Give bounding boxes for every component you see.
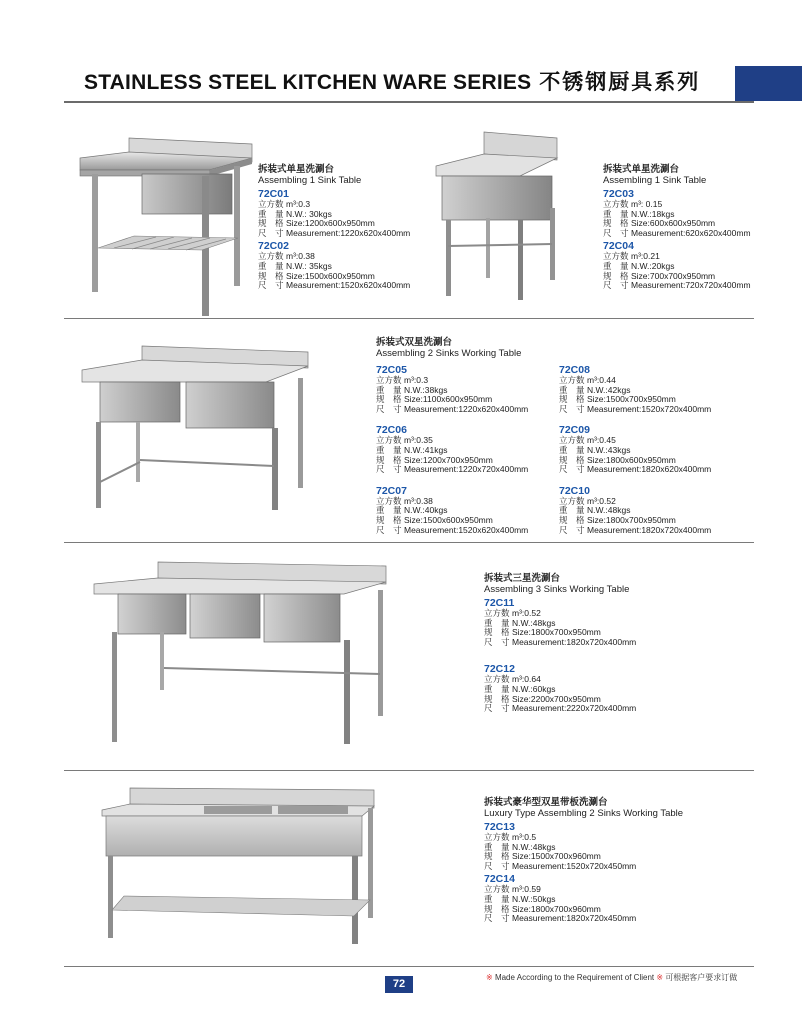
spec-line: 尺 寸 Measurement:1820x620x400mm (559, 464, 712, 475)
spec-line: 尺 寸 Measurement:1220x620x400mm (376, 403, 529, 414)
spec-label: 立方数 (376, 495, 402, 506)
spec-label: 尺 寸 (376, 464, 402, 475)
spec-line: 规 格 Size:1800x700x950mm (484, 627, 601, 638)
footer-note (486, 972, 737, 983)
spec-label: 规 格 (258, 218, 284, 229)
product-image-single-sink-table (74, 130, 254, 320)
model-code: 72C05 (376, 364, 407, 376)
section-title-cn: 拆装式三星洗涮台 (484, 573, 561, 584)
page-title (84, 66, 700, 96)
spec-line: 规 格 Size:700x700x950mm (603, 270, 716, 281)
product-image-triple-sink-table (90, 560, 390, 745)
spec-label: 尺 寸 (559, 524, 585, 535)
spec-label: 重 量 (559, 505, 585, 516)
spec-label: 尺 寸 (258, 227, 284, 238)
model-code: 72C04 (603, 240, 634, 253)
page-number: 72 (385, 976, 413, 993)
spec-line: 规 格 Size:1800x700x960mm (484, 903, 601, 914)
spec-line: 立方数 m³:0.64 (484, 674, 541, 685)
spec-label: 重 量 (603, 260, 629, 271)
spec-label: 立方数 (258, 199, 284, 209)
page-title-en: STAINLESS STEEL KITCHEN WARE SERIES (84, 71, 532, 94)
spec-line: 尺 寸 Measurement:1220x620x400mm (258, 227, 411, 238)
spec-label: 规 格 (484, 627, 510, 638)
spec-label: 重 量 (484, 893, 510, 904)
spec-label: 尺 寸 (376, 403, 402, 414)
note-star-icon: ※ (656, 973, 664, 982)
spec-label: 重 量 (376, 444, 402, 455)
model-code: 72C02 (258, 240, 289, 253)
spec-label: 立方数 (258, 251, 284, 262)
spec-line: 规 格 Size:600x600x950mm (603, 218, 716, 229)
spec-line: 立方数 m³:0.45 (559, 435, 616, 446)
spec-line: 重 量 N.W.: 30kgs (258, 208, 332, 219)
spec-label: 重 量 (376, 505, 402, 516)
spec-line: 立方数 m³: 0.15 (603, 199, 663, 209)
spec-label: 立方数 (559, 435, 585, 446)
spec-line: 尺 寸 Measurement:1520x720x450mm (484, 860, 637, 871)
spec-label: 立方数 (603, 199, 629, 209)
header-rule (64, 101, 754, 103)
section-title-en: Assembling 3 Sinks Working Table (484, 584, 630, 595)
spec-label: 重 量 (484, 617, 510, 628)
spec-label: 重 量 (258, 208, 284, 219)
spec-line: 立方数 m³:0.35 (376, 435, 433, 446)
header-accent-band (735, 66, 802, 101)
spec-line: 规 格 Size:1800x600x950mm (559, 454, 676, 465)
spec-line: 立方数 m³:0.5 (484, 832, 537, 842)
section-title-cn: 拆装式单星洗涮台 (258, 164, 335, 175)
spec-line: 立方数 m³:0.38 (376, 495, 433, 506)
model-code: 72C01 (258, 188, 289, 200)
spec-line: 规 格 Size:1800x700x950mm (559, 514, 676, 525)
spec-line: 重 量 N.W.:42kgs (559, 384, 631, 395)
spec-label: 立方数 (376, 375, 402, 385)
spec-label: 尺 寸 (603, 227, 629, 238)
spec-label: 重 量 (484, 841, 510, 852)
product-image-double-sink-table (78, 342, 310, 514)
spec-line: 重 量 N.W.: 35kgs (258, 260, 332, 271)
section-heading-2-sinks (376, 337, 521, 361)
spec-label: 规 格 (603, 218, 629, 229)
model-code: 72C08 (559, 364, 590, 376)
spec-label: 重 量 (559, 444, 585, 455)
spec-line: 规 格 Size:1200x600x950mm (258, 218, 375, 229)
spec-line: 重 量 N.W.:20kgs (603, 260, 675, 271)
model-code: 72C10 (559, 484, 590, 497)
section-title-cn: 拆装式单星洗涮台 (603, 164, 680, 175)
spec-label: 立方数 (484, 674, 510, 685)
spec-block-3-sinks (484, 573, 636, 714)
spec-block-2-sinks-right (559, 362, 711, 535)
spec-label: 规 格 (376, 514, 402, 525)
section-divider (64, 770, 754, 771)
model-code: 72C06 (376, 424, 407, 437)
spec-label: 规 格 (484, 903, 510, 914)
spec-line: 立方数 m³:0.44 (559, 375, 616, 385)
spec-line: 重 量 N.W.:50kgs (484, 893, 556, 904)
spec-line: 尺 寸 Measurement:1820x720x450mm (484, 913, 637, 924)
spec-block-luxury (484, 797, 683, 924)
spec-line: 重 量 N.W.:48kgs (484, 617, 556, 628)
spec-label: 立方数 (376, 435, 402, 446)
spec-line: 重 量 N.W.:48kgs (559, 505, 631, 516)
spec-label: 立方数 (559, 375, 585, 385)
spec-line: 尺 寸 Measurement:1820x720x400mm (559, 524, 712, 535)
spec-line: 规 格 Size:2200x700x950mm (484, 693, 601, 704)
spec-label: 规 格 (484, 851, 510, 862)
section-title-en: Assembling 1 Sink Table (603, 175, 707, 186)
spec-line: 立方数 m³:0.59 (484, 884, 541, 895)
spec-label: 重 量 (258, 260, 284, 271)
spec-label: 重 量 (559, 384, 585, 395)
spec-label: 规 格 (603, 270, 629, 281)
spec-block-1-sink-compact (603, 164, 751, 291)
spec-line: 规 格 Size:1200x700x950mm (376, 454, 493, 465)
spec-label: 立方数 (484, 832, 510, 842)
spec-line: 规 格 Size:1500x700x950mm (559, 394, 676, 405)
spec-label: 重 量 (484, 683, 510, 694)
spec-line: 立方数 m³:0.52 (559, 495, 616, 506)
spec-line: 重 量 N.W.:40kgs (376, 505, 448, 516)
spec-line: 尺 寸 Measurement:1820x720x400mm (484, 636, 637, 647)
spec-line: 尺 寸 Measurement:1220x720x400mm (376, 464, 529, 475)
spec-label: 重 量 (376, 384, 402, 395)
spec-line: 尺 寸 Measurement:1520x620x400mm (258, 280, 411, 291)
spec-line: 重 量 N.W.:48kgs (484, 841, 556, 852)
model-code: 72C03 (603, 188, 634, 200)
section-title-cn: 拆装式双星洗涮台 (376, 337, 453, 348)
spec-label: 尺 寸 (376, 524, 402, 535)
spec-line: 重 量 N.W.:60kgs (484, 683, 556, 694)
spec-label: 尺 寸 (484, 636, 510, 647)
section-title-en: Assembling 1 Sink Table (258, 175, 362, 186)
spec-label: 规 格 (559, 394, 585, 405)
spec-line: 尺 寸 Measurement:720x720x400mm (603, 280, 751, 291)
model-code: 72C07 (376, 484, 407, 497)
spec-label: 规 格 (376, 394, 402, 405)
model-code: 72C14 (484, 873, 515, 886)
product-image-luxury-sink-table (100, 786, 378, 946)
spec-line: 尺 寸 Measurement:620x620x400mm (603, 227, 751, 238)
spec-line: 规 格 Size:1500x700x960mm (484, 851, 601, 862)
spec-label: 尺 寸 (484, 703, 510, 714)
model-code: 72C09 (559, 424, 590, 437)
spec-line: 规 格 Size:1500x600x950mm (376, 514, 493, 525)
spec-label: 尺 寸 (559, 464, 585, 475)
spec-line: 重 量 N.W.:18kgs (603, 208, 675, 219)
spec-label: 规 格 (559, 514, 585, 525)
model-code: 72C12 (484, 663, 515, 676)
spec-label: 重 量 (603, 208, 629, 219)
spec-line: 尺 寸 Measurement:2220x720x400mm (484, 703, 637, 714)
spec-line: 规 格 Size:1500x600x950mm (258, 270, 375, 281)
spec-label: 尺 寸 (559, 403, 585, 414)
page-title-cn: 不锈钢厨具系列 (539, 71, 701, 94)
footer-note-cn: 可根据客户要求订做 (665, 973, 738, 982)
spec-line: 立方数 m³:0.21 (603, 251, 660, 262)
section-title-en: Assembling 2 Sinks Working Table (376, 348, 522, 359)
spec-label: 立方数 (484, 884, 510, 895)
spec-line: 重 量 N.W.:41kgs (376, 444, 448, 455)
spec-block-2-sinks-left (376, 362, 528, 535)
spec-line: 立方数 m³:0.52 (484, 608, 541, 618)
footer-note-en: Made According to the Requirement of Client (494, 973, 655, 982)
spec-label: 规 格 (484, 693, 510, 704)
spec-label: 规 格 (376, 454, 402, 465)
section-divider (64, 542, 754, 543)
section-divider (64, 966, 754, 967)
section-title-cn: 拆装式豪华型双星带板洗涮台 (484, 797, 608, 808)
spec-line: 尺 寸 Measurement:1520x720x400mm (559, 403, 712, 414)
spec-label: 尺 寸 (484, 913, 510, 924)
spec-line: 重 量 N.W.:43kgs (559, 444, 631, 455)
spec-line: 立方数 m³:0.3 (376, 375, 429, 385)
spec-line: 尺 寸 Measurement:1520x620x400mm (376, 524, 529, 535)
spec-line: 立方数 m³:0.38 (258, 251, 315, 262)
spec-label: 尺 寸 (603, 280, 629, 291)
spec-label: 尺 寸 (484, 860, 510, 871)
section-title-en: Luxury Type Assembling 2 Sinks Working Table (484, 808, 684, 819)
model-code: 72C11 (484, 597, 515, 609)
spec-label: 规 格 (258, 270, 284, 281)
spec-line: 立方数 m³:0.3 (258, 199, 311, 209)
spec-label: 立方数 (484, 608, 510, 618)
spec-block-1-sink (258, 164, 410, 291)
spec-label: 规 格 (559, 454, 585, 465)
model-code: 72C13 (484, 821, 515, 833)
spec-label: 尺 寸 (258, 280, 284, 291)
product-image-compact-sink-table (432, 128, 562, 300)
spec-line: 重 量 N.W.:38kgs (376, 384, 448, 395)
spec-label: 立方数 (603, 251, 629, 262)
note-star-icon: ※ (486, 973, 493, 982)
spec-line: 规 格 Size:1100x600x950mm (376, 394, 493, 405)
spec-label: 立方数 (559, 495, 585, 506)
